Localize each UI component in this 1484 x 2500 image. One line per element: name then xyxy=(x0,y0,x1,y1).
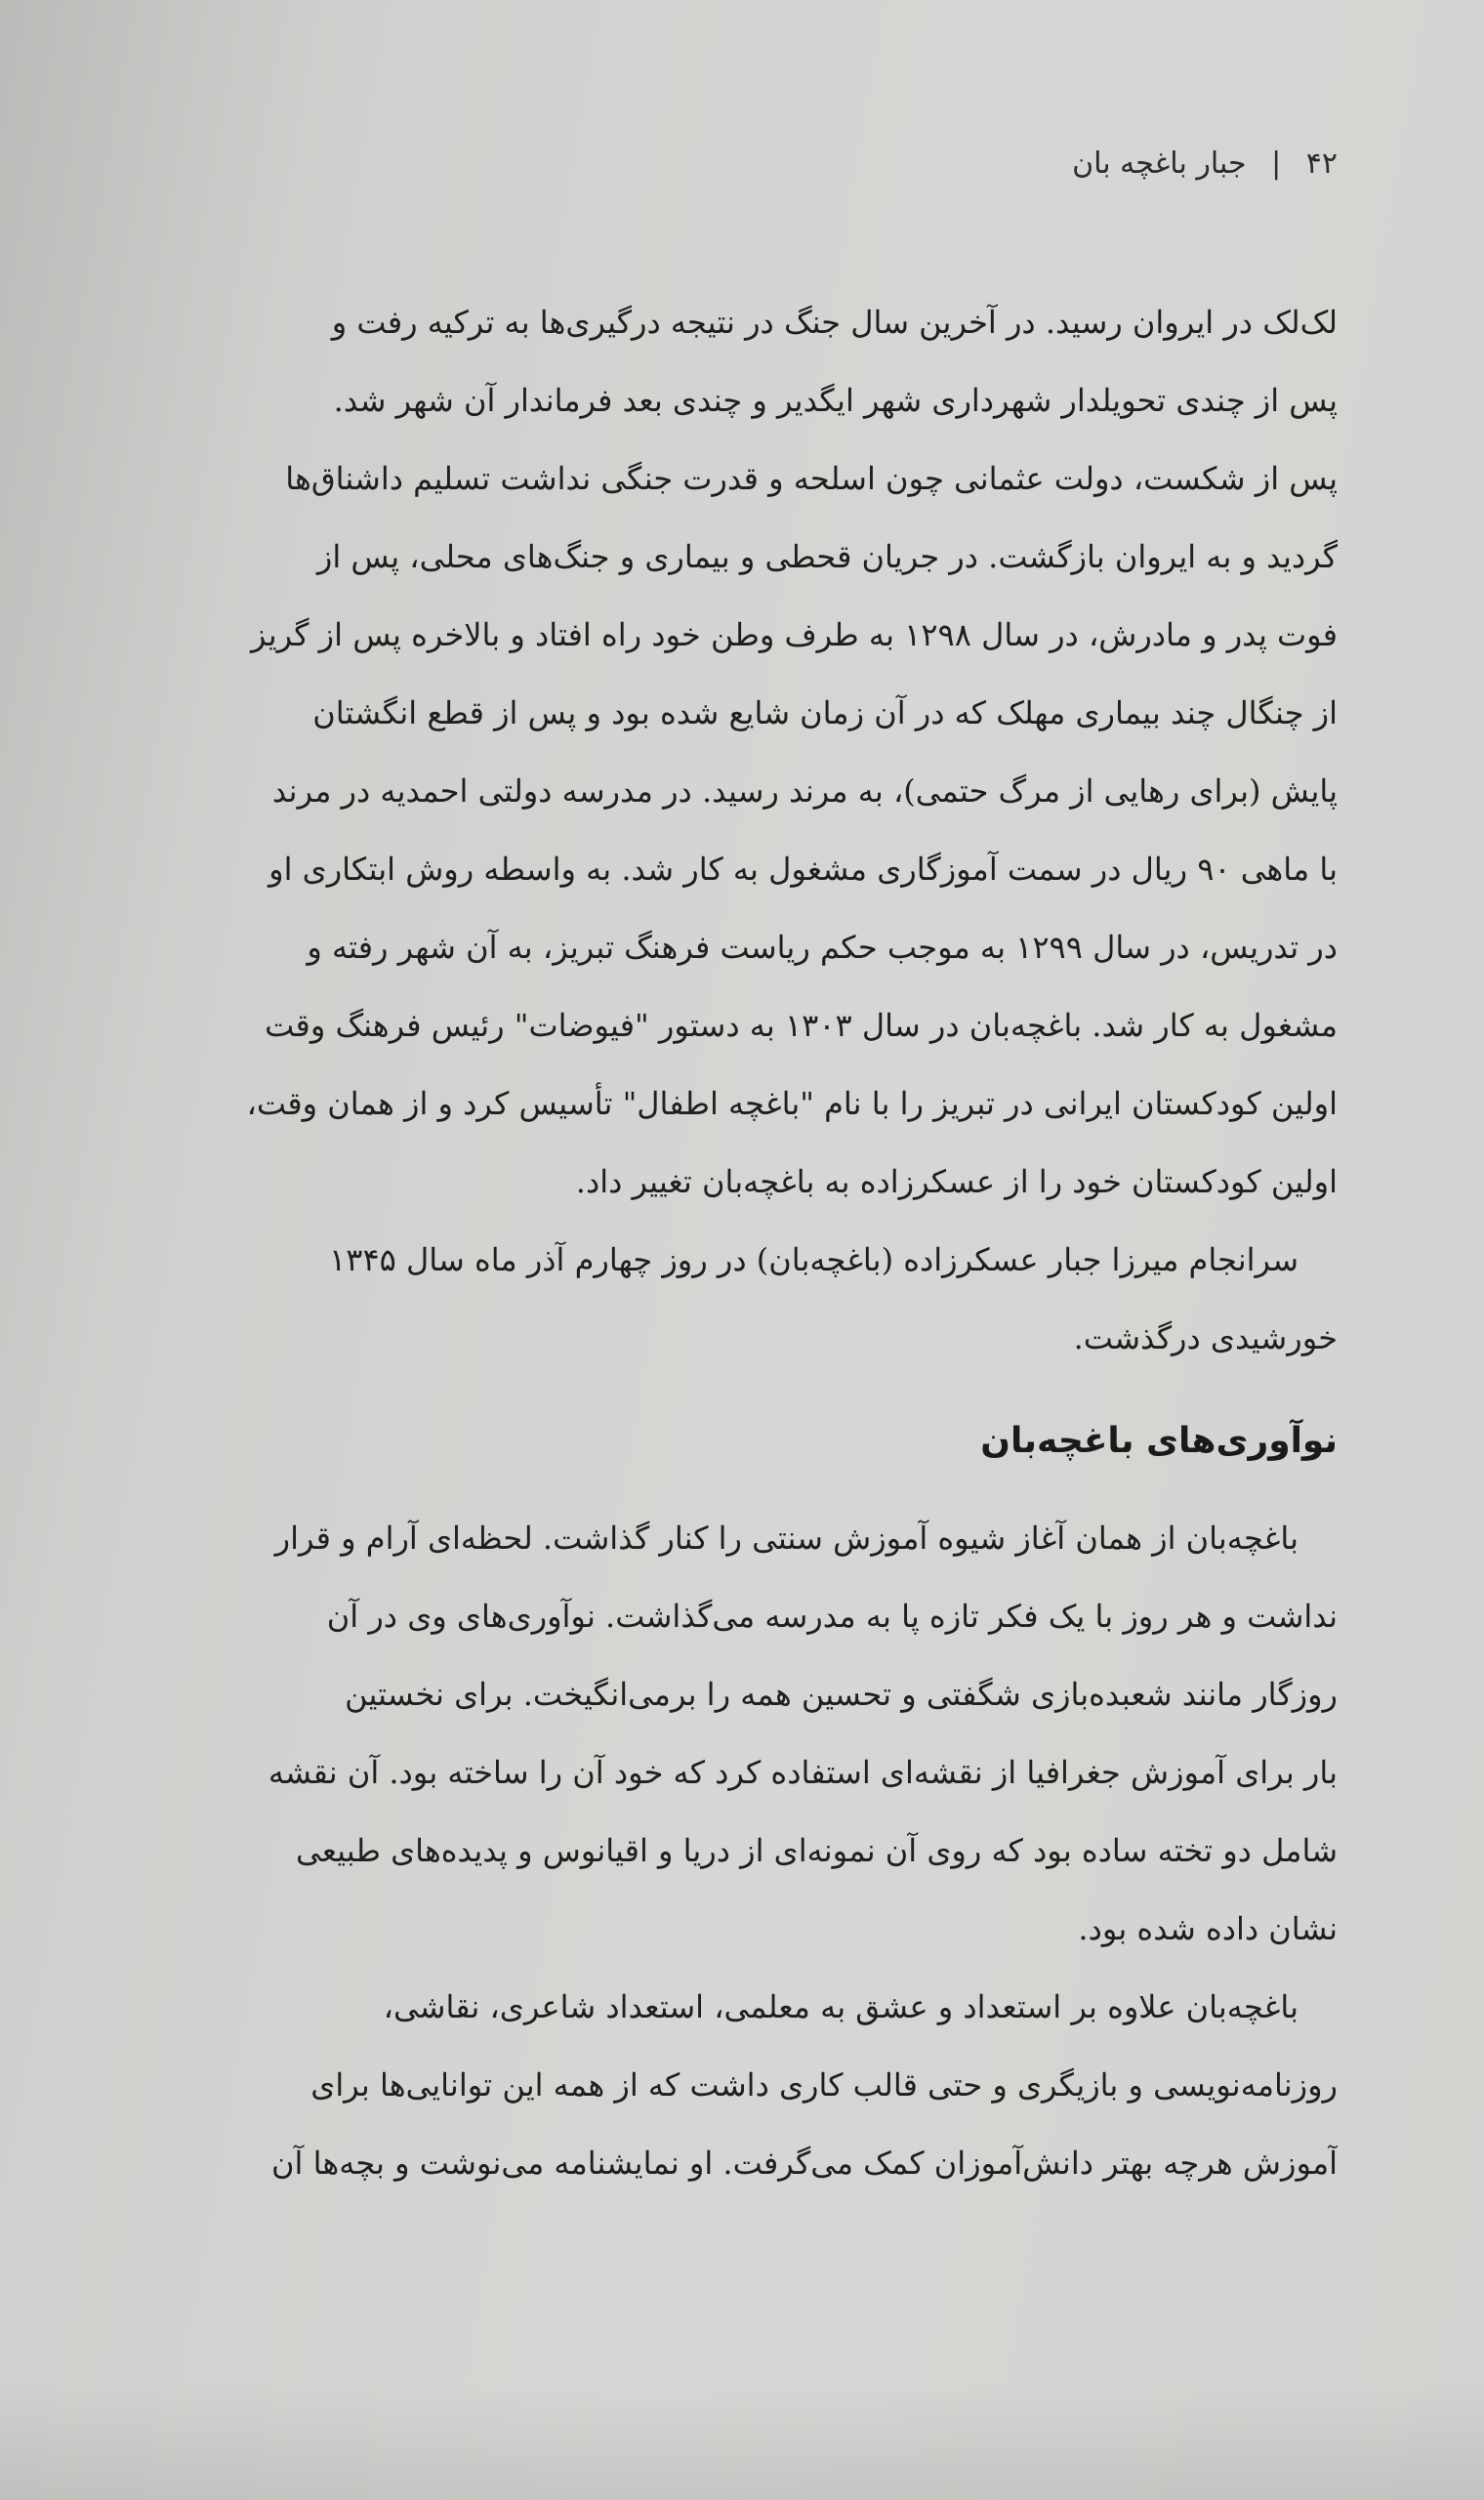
text-line: آموزش هرچه بهتر دانش‌آموزان کمک می‌گرفت. او نمایشنامه می‌نوشت و بچه‌ها آن xyxy=(271,2145,1338,2182)
text-line: اولین کودکستان ایرانی در تبریز را با نام "باغچه اطفال" تأسیس کرد و از همان وقت، xyxy=(246,1085,1338,1122)
text-line: سرانجام میرزا جبار عسکرزاده (باغچه‌بان) در روز چهارم آذر ماه سال ۱۳۴۵ xyxy=(329,1241,1298,1278)
body-text xyxy=(112,283,1338,1377)
text-line: پس از چندی تحویلدار شهرداری شهر ایگدیر و چندی بعد فرماندار آن شهر شد. xyxy=(333,382,1338,419)
text-line: لک‌لک در ایروان رسید. در آخرین سال جنگ در نتیجه درگیری‌ها به ترکیه رفت و xyxy=(331,304,1338,341)
text-line: از چنگال چند بیماری مهلک که در آن زمان شایع شده بود و پس از قطع انگشتان xyxy=(312,694,1338,731)
page-shadow xyxy=(0,2383,1484,2500)
text-line: پس از شکست، دولت عثمانی چون اسلحه و قدرت جنگی نداشت تسلیم داشناق‌ها xyxy=(285,460,1338,497)
text-line: در تدریس، در سال ۱۲۹۹ به موجب حکم ریاست فرهنگ تبریز، به آن شهر رفته و xyxy=(307,929,1338,966)
text-line: مشغول به کار شد. باغچه‌بان در سال ۱۳۰۳ به دستور "فیوضات" رئیس فرهنگ وقت xyxy=(265,1007,1338,1044)
text-line: فوت پدر و مادرش، در سال ۱۲۹۸ به طرف وطن خود راه افتاد و بالاخره پس از گریز xyxy=(251,616,1338,653)
book-title: جبار باغچه بان xyxy=(1072,146,1247,181)
section-heading: نوآوری‌های باغچه‌بان xyxy=(980,1421,1338,1461)
text-line: شامل دو تخته ساده بود که روی آن نمونه‌ای از دریا و اقیانوس و پدیده‌های طبیعی xyxy=(296,1832,1338,1869)
text-line: نشان داده شده بود. xyxy=(1078,1910,1338,1947)
section-text xyxy=(112,1499,1338,2202)
running-header xyxy=(1072,146,1338,181)
text-line: روزگار مانند شعبده‌بازی شگفتی و تحسین همه را برمی‌انگیخت. برای نخستین xyxy=(345,1676,1338,1713)
text-line: گردید و به ایروان بازگشت. در جریان قحطی و بیماری و جنگ‌های محلی، پس از xyxy=(316,538,1338,575)
page-number: ۴۲ xyxy=(1305,146,1338,181)
text-line: خورشیدی درگذشت. xyxy=(1073,1319,1338,1356)
text-line: بار برای آموزش جغرافیا از نقشه‌ای استفاده کرد که خود آن را ساخته بود. آن نقشه xyxy=(268,1754,1338,1791)
text-line: با ماهی ۹۰ ریال در سمت آموزگاری مشغول به کار شد. به واسطه روش ابتکاری او xyxy=(268,851,1338,888)
text-line: اولین کودکستان خود را از عسکرزاده به باغچه‌بان تغییر داد. xyxy=(575,1163,1338,1200)
text-line: باغچه‌بان از همان آغاز شیوه آموزش سنتی را کنار گذاشت. لحظه‌ای آرام و قرار xyxy=(274,1520,1298,1557)
header-separator: | xyxy=(1271,146,1282,181)
text-line: باغچه‌بان علاوه بر استعداد و عشق به معلمی، استعداد شاعری، نقاشی، xyxy=(383,1988,1298,2025)
text-line: روزنامه‌نویسی و بازیگری و حتی قالب کاری داشت که از همه این توانایی‌ها برای xyxy=(310,2066,1338,2104)
text-line: پایش (برای رهایی از مرگ حتمی)، به مرند رسید. در مدرسه دولتی احمدیه در مرند xyxy=(271,772,1338,810)
text-line: نداشت و هر روز با یک فکر تازه پا به مدرسه می‌گذاشت. نوآوری‌های وی در آن xyxy=(326,1598,1338,1635)
